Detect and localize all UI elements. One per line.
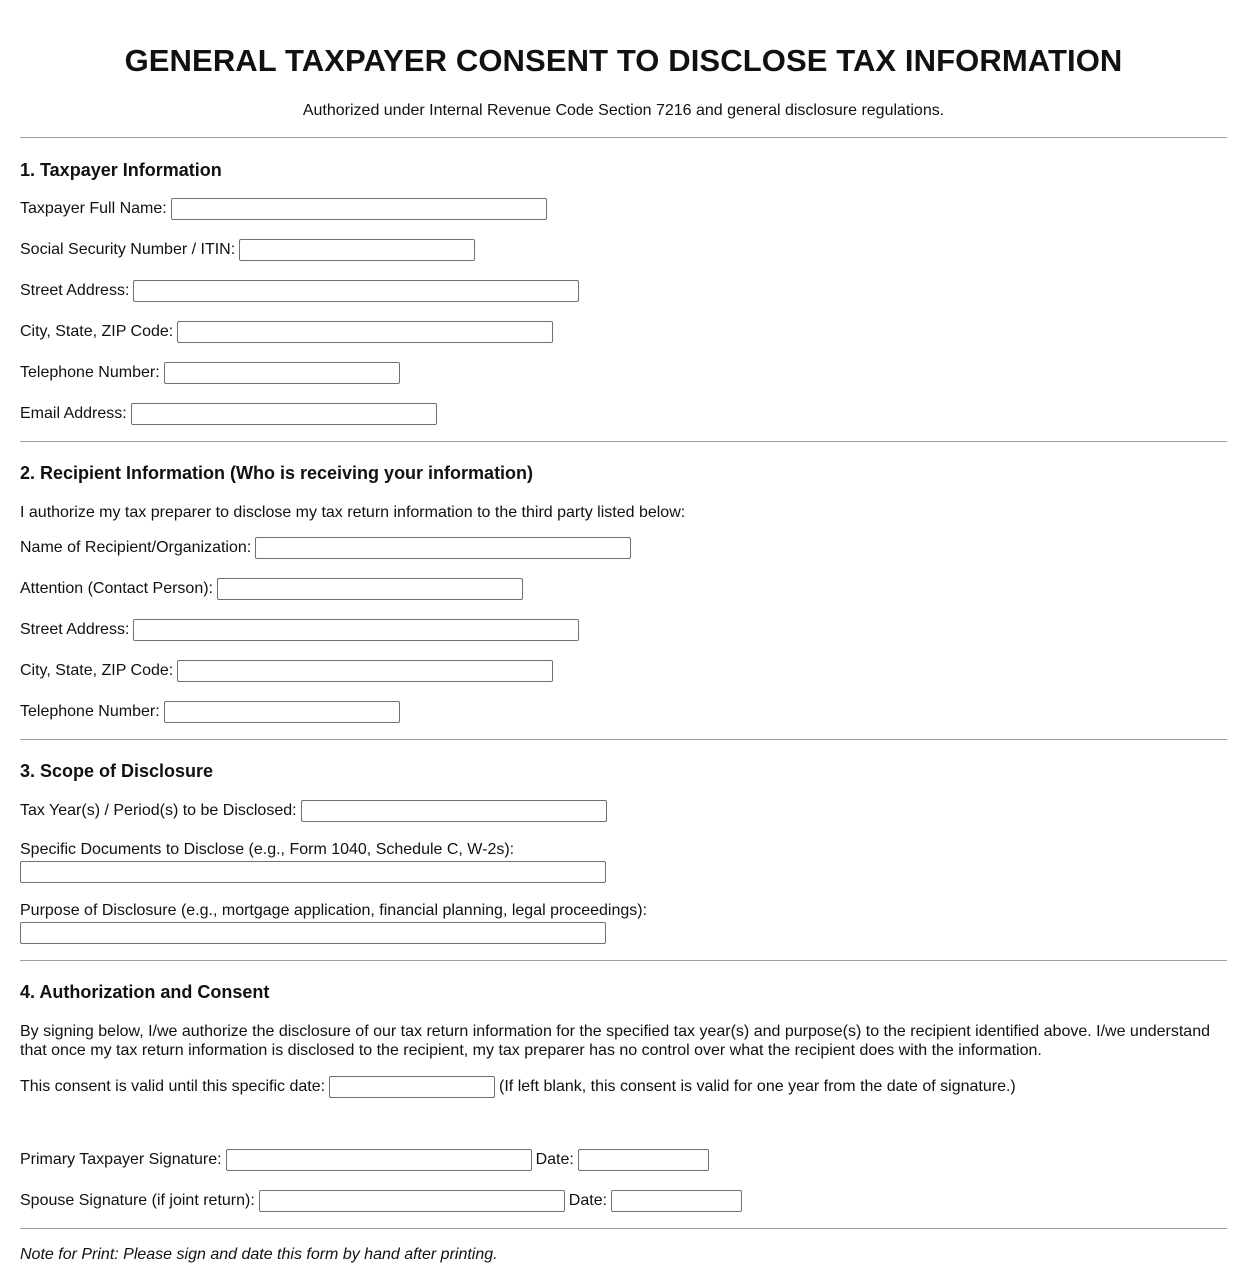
ssn-input[interactable] [239,239,475,261]
divider [20,137,1227,138]
recipient-street-input[interactable] [133,619,579,641]
form-subtitle: Authorized under Internal Revenue Code Section 7216 and general disclosure regulations. [302,102,945,119]
tax-years-input[interactable] [301,800,607,822]
spouse-signature-input[interactable] [259,1190,565,1212]
taxpayer-phone-row [20,362,1227,384]
divider [20,960,1227,961]
documents-row [20,861,1227,883]
spouse-date-input[interactable] [611,1190,742,1212]
authorization-paragraph: By signing below, I/we authorize the disclosure of our tax return information for the specified tax year(s) and purpose(s) to the recipient identified above. I/we understand that once my tax return information is disclosed to the recipient, my tax preparer has no control over what the recipient does with the information. [20,1023,1210,1059]
purpose-label: Purpose of Disclosure (e.g., mortgage application, financial planning, legal proceedings): [20,902,648,919]
recipient-street-label: Street Address: [20,621,130,638]
section-2-heading: 2. Recipient Information (Who is receiving your information) [20,463,534,483]
recipient-name-row [20,537,1227,559]
recipient-street-row [20,619,1227,641]
recipient-phone-input[interactable] [164,701,400,723]
primary-date-label: Date: [535,1151,574,1168]
recipient-city-row [20,660,1227,682]
documents-label: Specific Documents to Disclose (e.g., Form 1040, Schedule C, W-2s): [20,841,515,858]
purpose-input[interactable] [20,922,606,944]
taxpayer-email-label: Email Address: [20,405,127,422]
taxpayer-phone-label: Telephone Number: [20,364,160,381]
spouse-signature-label: Spouse Signature (if joint return): [20,1192,255,1209]
spouse-date-label: Date: [568,1192,608,1209]
recipient-intro: I authorize my tax preparer to disclose my tax return information to the third party listed below: [20,504,686,521]
recipient-phone-label: Telephone Number: [20,703,160,720]
documents-input[interactable] [20,861,606,883]
taxpayer-email-input[interactable] [131,403,437,425]
spouse-signature-row [20,1190,1227,1212]
print-note: Note for Print: Please sign and date this form by hand after printing. [20,1246,498,1263]
taxpayer-street-input[interactable] [133,280,579,302]
tax-years-label: Tax Year(s) / Period(s) to be Disclosed: [20,802,297,819]
divider [20,739,1227,740]
divider [20,441,1227,442]
section-1-heading: 1. Taxpayer Information [20,160,222,180]
taxpayer-name-row [20,198,1227,220]
attention-label: Attention (Contact Person): [20,580,213,597]
primary-signature-row [20,1149,1227,1171]
form-title: GENERAL TAXPAYER CONSENT TO DISCLOSE TAX INFORMATION [124,43,1123,78]
recipient-city-input[interactable] [177,660,553,682]
taxpayer-city-row [20,321,1227,343]
section-3-heading: 3. Scope of Disclosure [20,761,214,781]
recipient-name-label: Name of Recipient/Organization: [20,539,252,556]
primary-signature-label: Primary Taxpayer Signature: [20,1151,222,1168]
valid-until-input[interactable] [329,1076,495,1098]
taxpayer-city-input[interactable] [177,321,553,343]
valid-until-note: (If left blank, this consent is valid for one year from the date of signature.) [499,1078,1016,1095]
taxpayer-name-label: Taxpayer Full Name: [20,200,167,217]
taxpayer-phone-input[interactable] [164,362,400,384]
purpose-row [20,922,1227,944]
taxpayer-email-row [20,403,1227,425]
taxpayer-street-row [20,280,1227,302]
ssn-row [20,239,1227,261]
attention-input[interactable] [217,578,523,600]
taxpayer-name-input[interactable] [171,198,547,220]
valid-until-label: This consent is valid until this specific date: [20,1078,326,1095]
attention-row [20,578,1227,600]
taxpayer-street-label: Street Address: [20,282,130,299]
divider [20,1228,1227,1229]
consent-form [20,0,1227,1265]
valid-until-row [20,1076,1227,1098]
recipient-phone-row [20,701,1227,723]
primary-date-input[interactable] [578,1149,709,1171]
tax-years-row [20,800,1227,822]
recipient-name-input[interactable] [255,537,631,559]
ssn-label: Social Security Number / ITIN: [20,241,236,258]
primary-signature-input[interactable] [226,1149,532,1171]
recipient-city-label: City, State, ZIP Code: [20,662,174,679]
taxpayer-city-label: City, State, ZIP Code: [20,323,174,340]
section-4-heading: 4. Authorization and Consent [20,982,270,1002]
